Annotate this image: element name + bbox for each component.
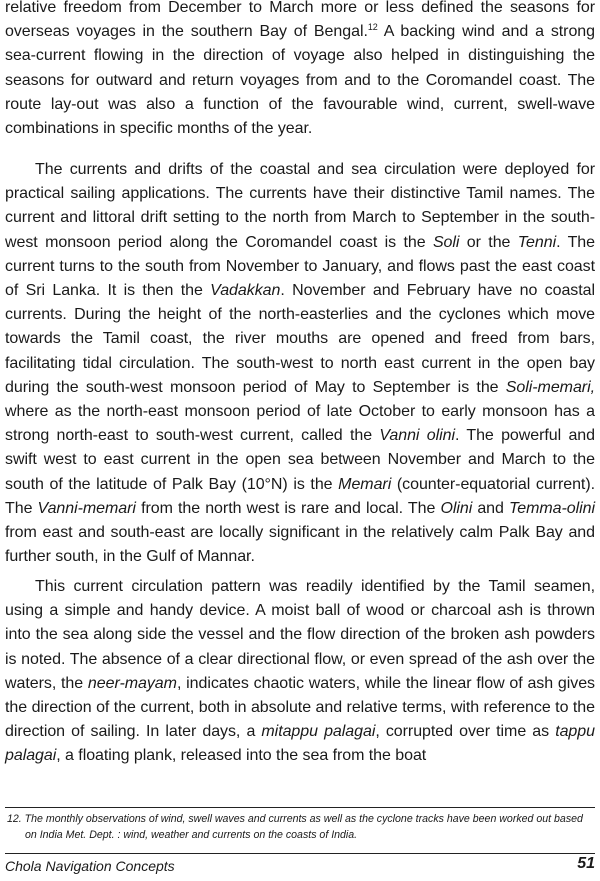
p2-term-temma-olini: Temma-olini <box>509 499 595 517</box>
footer-divider <box>5 853 595 854</box>
p2-term-soli: Soli <box>432 233 460 251</box>
paragraph-1-text-2: A backing wind and a strong sea-current flowing in the direction of voyage also helped in distinguishing the seasons for outward and return voyages from and to the Coromandel coast. The route lay-out was also a function of the favourable wind, current, swell-wave combinations in specific months of the year. <box>5 23 595 138</box>
p2-text: . The powerful and swift west to east current in the open sea between November and March to the south of the latitude of Palk Bay (10°N) is the <box>5 427 595 493</box>
p2-text: from east and south-east are locally significant in the relatively calm Palk Bay and further south, in the Gulf of Mannar. <box>5 524 595 566</box>
book-page <box>5 0 595 881</box>
p2-text: . November and February have no coastal currents. During the height of the north-easterlies and the cyclones which move towards the Tamil coast, the river mouths are opened and freed from bars, facilitating tidal circulation. The south-west to north east current in the open bay during the south-west monsoon period of May to September is the <box>5 282 595 396</box>
footnote-number: 12. <box>7 813 22 825</box>
paragraph-1 <box>5 0 595 141</box>
p2-term-soli-memari: Soli-memari, <box>505 378 595 396</box>
p2-text: The currents and drifts of the coastal and sea circulation were deployed for practical sailing applications. The currents have their distinctive Tamil names. The current and littoral drift setting to the north from March to September in the south-west monsoon period along the Coromandel coast is the <box>5 161 595 251</box>
footnote-text: The monthly observations of wind, swell waves and currents as well as the cyclone tracks have been worked out based on India Met. Dept. : wind, weather and currents on the coasts of India. <box>21 813 583 841</box>
p3-text: , indicates chaotic waters, while the linear flow of ash gives the direction of the current, both in absolute and relative terms, with reference to the direction of sailing. In later days, a <box>5 674 595 741</box>
p3-text: , corrupted over time as <box>375 723 556 741</box>
p3-text: This current circulation pattern was readily identified by the Tamil seamen, using a simple and handy device. A moist ball of wood or charcoal ash is thrown into the sea along side the vessel and the flow direction of the broken ash powders is noted. The absence of a clear directional flow, or even spread of the ash over the waters, the <box>5 578 595 692</box>
footnote-reference: 12 <box>367 22 378 33</box>
p3-term-neer-mayam: neer-mayam <box>87 674 177 692</box>
p2-term-vadakkan: Vadakkan <box>210 282 281 300</box>
p2-text: and <box>472 499 509 517</box>
footnote-12 <box>5 812 595 843</box>
p3-term-tappu-palagai: tappu palagai <box>5 723 595 765</box>
running-footer-title: Chola Navigation Concepts <box>5 858 175 874</box>
p3-text: , a floating plank, released into the sea from the boat <box>56 747 427 765</box>
p2-text: . The current turns to the south from November to January, and flows past the east coast of Sri Lanka. It is then the <box>5 233 595 300</box>
p2-term-vanni-olini: Vanni olini <box>379 427 455 445</box>
p2-text: (counter-equatorial current). The <box>5 475 595 517</box>
paragraph-2 <box>5 158 595 569</box>
footnote-divider <box>5 807 595 808</box>
page-number: 51 <box>577 855 595 872</box>
p2-text: where as the north-east monsoon period of late October to early monsoon has a strong north-east to south-west current, called the <box>5 403 595 445</box>
p2-text: or the <box>459 233 518 251</box>
p3-term-mitappu-palagai: mitappu palagai <box>261 723 376 741</box>
paragraph-3 <box>5 575 595 769</box>
p2-term-tenni: Tenni <box>517 233 557 251</box>
paragraph-1-text-1: relative freedom from December to March more or less defined the seasons for overseas voyages in the southern Bay of Bengal. <box>5 0 595 41</box>
p2-term-memari: Memari <box>338 475 392 493</box>
p2-term-olini: Olini <box>440 499 473 517</box>
p2-text: from the north west is rare and local. The <box>135 499 441 517</box>
p2-term-vanni-memari: Vanni-memari <box>37 499 136 517</box>
